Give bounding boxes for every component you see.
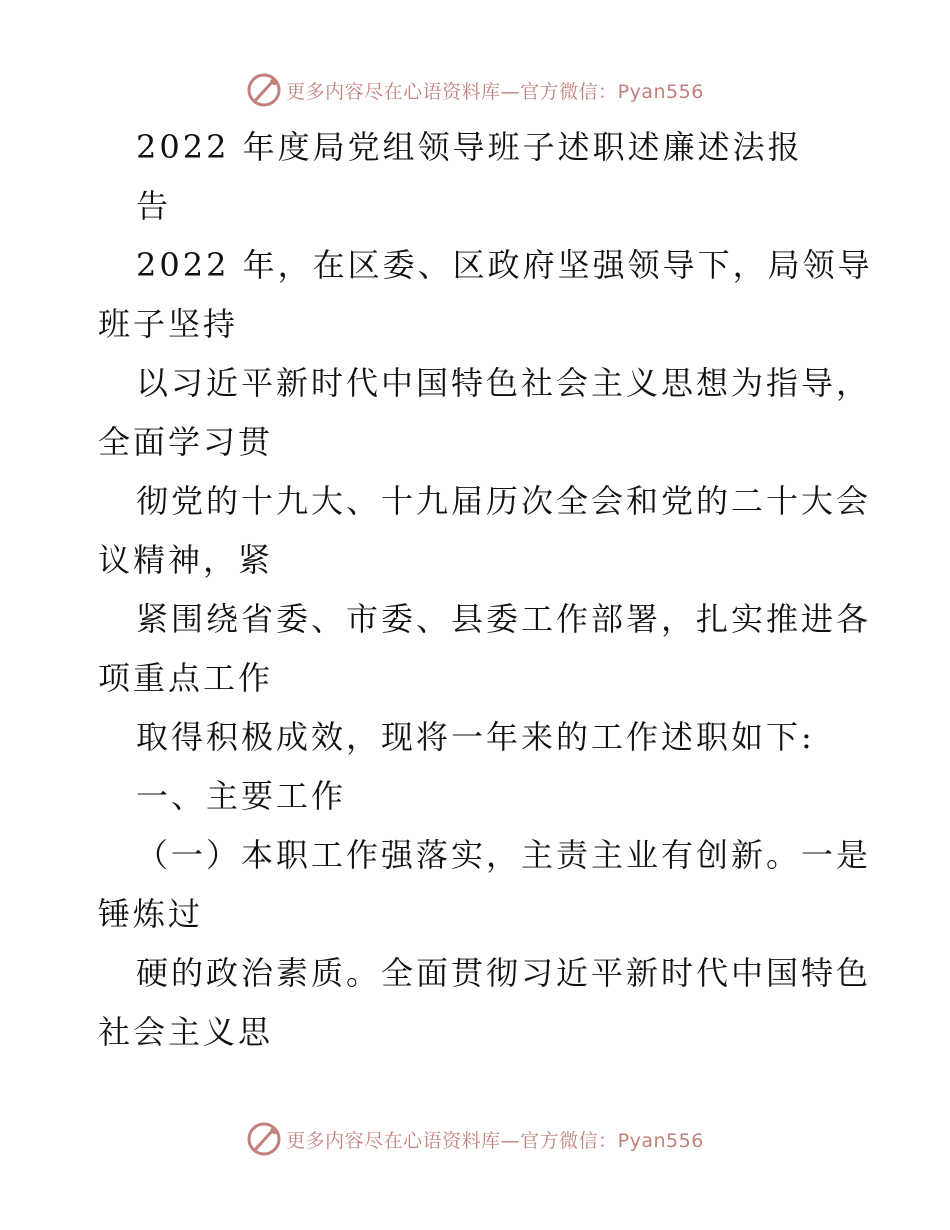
paragraph-line: 班子坚持 <box>98 305 239 343</box>
doc-title-line-1: 2022 年度局党组领导班子述职述廉述法报 <box>136 128 803 166</box>
document-body <box>98 118 878 1062</box>
doc-title-line-2: 告 <box>136 187 172 225</box>
paragraph-line: 彻党的十九大、十九届历次全会和党的二十大会 <box>136 482 872 520</box>
paragraph-line: 全面学习贯 <box>98 423 274 461</box>
section-heading: 一、主要工作 <box>136 777 347 815</box>
quill-logo-icon <box>246 72 282 108</box>
paragraph-line: （一）本职工作强落实，主责主业有创新。一是 <box>136 836 872 874</box>
paragraph-line: 以习近平新时代中国特色社会主义思想为指导， <box>136 364 872 402</box>
header-watermark <box>0 70 950 110</box>
quill-logo-icon <box>246 1121 282 1157</box>
paragraph-line: 社会主义思 <box>98 1013 274 1051</box>
paragraph-line: 项重点工作 <box>98 659 274 697</box>
footer-watermark <box>0 1119 950 1159</box>
watermark-text: 更多内容尽在心语资料库—官方微信：Pyan556 <box>286 1129 704 1152</box>
paragraph-line: 锤炼过 <box>98 895 204 933</box>
paragraph-line: 硬的政治素质。全面贯彻习近平新时代中国特色 <box>136 954 872 992</box>
watermark-text: 更多内容尽在心语资料库—官方微信：Pyan556 <box>286 80 704 103</box>
paragraph-line: 取得积极成效，现将一年来的工作述职如下: <box>136 718 815 756</box>
paragraph-line: 2022 年，在区委、区政府坚强领导下，局领导 <box>136 246 873 284</box>
paragraph-line: 紧围绕省委、市委、县委工作部署，扎实推进各 <box>136 600 872 638</box>
paragraph-line: 议精神，紧 <box>98 541 274 579</box>
